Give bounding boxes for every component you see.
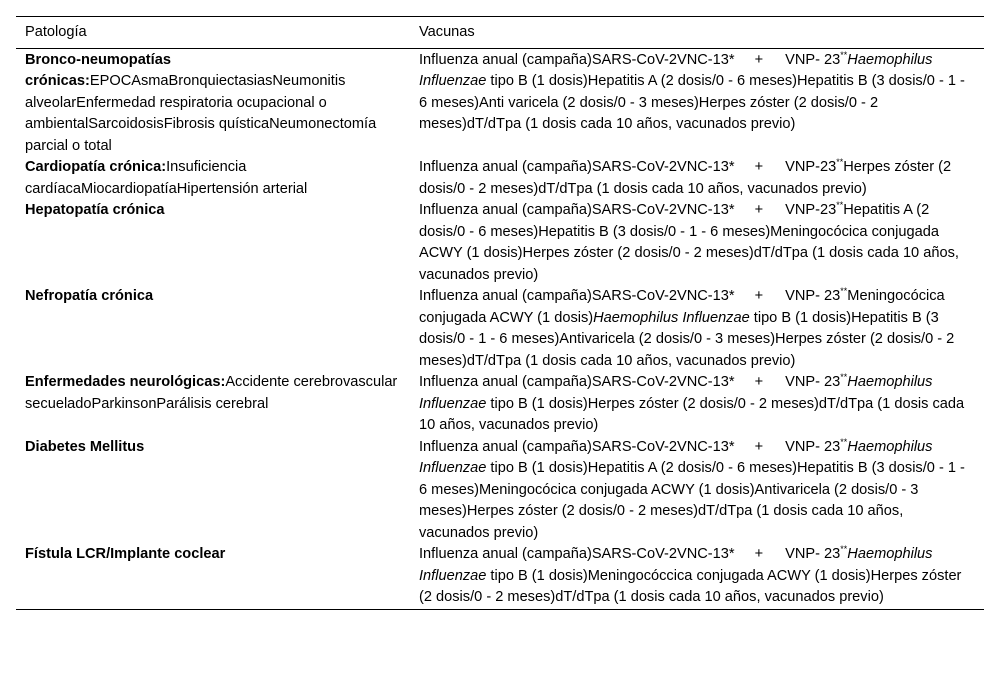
pathology-detail: Insuficiencia cardíacaMiocardiopatíaHipertensión arterial <box>25 159 308 197</box>
pathology-cell <box>16 544 410 609</box>
table-row <box>16 200 984 286</box>
vaccine-sars: SARS-CoV-2 <box>591 438 677 455</box>
vaccine-list: tipo B (1 dosis)Herpes zóster (2 dosis/0 - 2 meses) <box>486 395 819 412</box>
vaccine-list: tipo B (1 dosis)Hepatitis B (3 dosis/0 - 1 - 6 meses)Antivaricela (2 dosis/0 - 3 meses)Herpes zóster (2 dosis/0 - 2 meses) <box>419 309 955 369</box>
vaccine-vnc: VNC-13* <box>676 374 735 390</box>
vaccine-influenza: Influenza anual (campaña) <box>419 159 592 175</box>
table-row <box>16 372 984 437</box>
table-header-row <box>16 17 984 49</box>
vaccine-dt: dT/dTpa (1 dosis cada 10 años, vacunados previo) <box>555 589 884 605</box>
vaccine-influenza: Influenza anual (campaña) <box>419 374 592 390</box>
vaccine-influenza: Influenza anual (campaña) <box>419 546 592 562</box>
vaccines-cell <box>410 544 984 609</box>
pathology-name: Enfermedades neurológicas: <box>25 374 226 390</box>
vaccine-vnp-prefix: VNP- <box>785 438 820 455</box>
vaccine-vnc: VNC-13* <box>676 438 735 455</box>
vaccine-sars: SARS-CoV-2 <box>591 202 677 218</box>
vaccines-cell <box>410 157 984 200</box>
vaccines-cell <box>410 286 984 372</box>
vaccine-sars: SARS-CoV-2 <box>591 159 677 175</box>
vaccine-plus: + <box>754 288 764 304</box>
vaccine-vnp-suffix: 23 <box>824 51 841 68</box>
vaccine-vnc: VNC-13* <box>676 202 735 218</box>
vaccine-vnp-prefix: VNP- <box>785 546 820 562</box>
vaccine-list: tipo B (1 dosis)Hepatitis A (2 dosis/0 - 6 meses)Hepatitis B (3 dosis/0 - 1 - 6 meses)Anti varicela (2 dosis/0 - 3 meses)Herpes zóster (2 dosis/0 - 2 meses) <box>419 73 965 132</box>
vaccine-sars: SARS-CoV-2 <box>591 51 677 68</box>
vaccine-haemophilus: Haemophilus Influenzae <box>419 51 933 89</box>
vaccine-vnp: VNP-23 <box>785 202 837 218</box>
vaccine-vnp-prefix: VNP- <box>785 374 820 390</box>
footnote-marker: ** <box>840 544 848 555</box>
table-row <box>16 544 984 609</box>
pathology-name: Cardiopatía crónica: <box>25 159 167 175</box>
vaccine-plus: + <box>754 546 764 562</box>
pathology-name: Nefropatía crónica <box>25 288 154 304</box>
vaccine-plus: + <box>754 202 764 218</box>
vaccine-vnp-suffix: 23 <box>824 438 841 455</box>
vaccine-sars: SARS-CoV-2 <box>591 374 677 390</box>
vaccine-dt: dT/dTpa (1 dosis cada 10 años, vacunados previo) <box>419 245 959 283</box>
footnote-marker: ** <box>840 436 848 447</box>
vaccine-vnp: VNP-23 <box>785 159 837 175</box>
vaccine-list: Hepatitis A (2 dosis/0 - 6 meses)Hepatitis B (3 dosis/0 - 1 - 6 meses)Meningocócica conjugada ACWY (1 dosis)Herpes zóster (2 dosis/0 - 2 meses) <box>419 202 939 261</box>
footnote-marker: ** <box>840 372 848 383</box>
vaccine-vnc: VNC-13* <box>676 288 735 304</box>
footnote-marker: ** <box>840 49 848 60</box>
vaccines-cell <box>410 437 984 545</box>
pathology-detail: Accidente cerebrovascular secueladoParkinsonParálisis cerebral <box>25 374 398 412</box>
footnote-marker: ** <box>836 200 844 211</box>
vaccine-vnc: VNC-13* <box>676 159 735 175</box>
pathology-cell <box>16 48 410 157</box>
table-row <box>16 48 984 157</box>
vaccine-list: tipo B (1 dosis)Meningocóccica conjugada ACWY (1 dosis)Herpes zóster (2 dosis/0 - 2 meses) <box>419 567 962 605</box>
vaccine-haemophilus: Haemophilus Influenzae <box>419 374 933 412</box>
vaccine-vnp-suffix: 23 <box>824 374 841 390</box>
vaccines-cell <box>410 372 984 437</box>
table-row <box>16 286 984 372</box>
pathology-cell <box>16 157 410 200</box>
vaccine-haemophilus: Haemophilus Influenzae <box>419 438 933 476</box>
pathology-name: Diabetes Mellitus <box>25 438 145 455</box>
pathology-cell <box>16 200 410 286</box>
vaccine-haemophilus: Haemophilus Influenzae <box>419 546 933 584</box>
pathology-detail: EPOCAsmaBronquiectasiasNeumonitis alveolarEnfermedad respiratoria ocupacional o ambientalSarcoidosisFibrosis quísticaNeumonectomía parcial o total <box>25 73 377 154</box>
vaccine-plus: + <box>754 438 764 455</box>
vaccine-vnp-suffix: 23 <box>824 546 841 562</box>
vaccine-influenza: Influenza anual (campaña) <box>419 288 592 304</box>
vaccine-haemophilus: Haemophilus Influenzae <box>593 309 750 326</box>
vaccine-influenza: Influenza anual (campaña) <box>419 202 592 218</box>
pathology-name: Fístula LCR/Implante coclear <box>25 546 226 562</box>
pathology-cell <box>16 286 410 372</box>
vaccine-table <box>16 16 984 610</box>
vaccine-plus: + <box>754 374 764 390</box>
footnote-marker: ** <box>836 157 844 168</box>
vaccine-vnc: VNC-13* <box>676 546 735 562</box>
pathology-cell <box>16 372 410 437</box>
vaccine-list-pre: Meningocócica conjugada ACWY (1 dosis) <box>419 288 945 326</box>
vaccine-list: Herpes zóster (2 dosis/0 - 2 meses) <box>419 159 952 197</box>
vaccine-vnp-prefix: VNP- <box>785 288 820 304</box>
header-vacunas: Vacunas <box>410 17 984 49</box>
vaccine-sars: SARS-CoV-2 <box>591 546 677 562</box>
vaccine-influenza: Influenza anual (campaña) <box>419 438 592 455</box>
table-row <box>16 157 984 200</box>
vaccine-vnp-prefix: VNP- <box>785 51 820 68</box>
vaccine-dt: dT/dTpa (1 dosis cada 10 años, vacunados previo) <box>419 503 904 541</box>
vaccine-dt: dT/dTpa (1 dosis cada 10 años, vacunados previo) <box>466 352 796 369</box>
vaccines-cell <box>410 48 984 157</box>
header-patologia: Patología <box>16 17 410 49</box>
vaccine-influenza: Influenza anual (campaña) <box>419 51 592 68</box>
vaccine-vnp-suffix: 23 <box>824 288 841 304</box>
pathology-name: Bronco-neumopatías crónicas: <box>25 51 171 89</box>
vaccine-dt: dT/dTpa (1 dosis cada 10 años, vacunados previo) <box>466 116 796 132</box>
vaccine-dt: dT/dTpa (1 dosis cada 10 años, vacunados previo) <box>419 395 965 433</box>
vaccine-sars: SARS-CoV-2 <box>591 288 677 304</box>
vaccine-table-container <box>16 16 984 610</box>
vaccine-dt: dT/dTpa (1 dosis cada 10 años, vacunados previo) <box>538 180 867 197</box>
pathology-name: Hepatopatía crónica <box>25 202 165 218</box>
footnote-marker: ** <box>840 286 848 297</box>
table-row <box>16 437 984 545</box>
vaccines-cell <box>410 200 984 286</box>
vaccine-list: tipo B (1 dosis)Hepatitis A (2 dosis/0 - 6 meses)Hepatitis B (3 dosis/0 - 1 - 6 meses)Meningocócica conjugada ACWY (1 dosis)Antivaricela (2 dosis/0 - 3 meses)Herpes zóster (2 dosis/0 - 2 meses) <box>419 460 965 519</box>
vaccine-vnc: VNC-13* <box>676 51 735 68</box>
pathology-cell <box>16 437 410 545</box>
vaccine-plus: + <box>754 159 764 175</box>
vaccine-plus: + <box>754 51 764 68</box>
